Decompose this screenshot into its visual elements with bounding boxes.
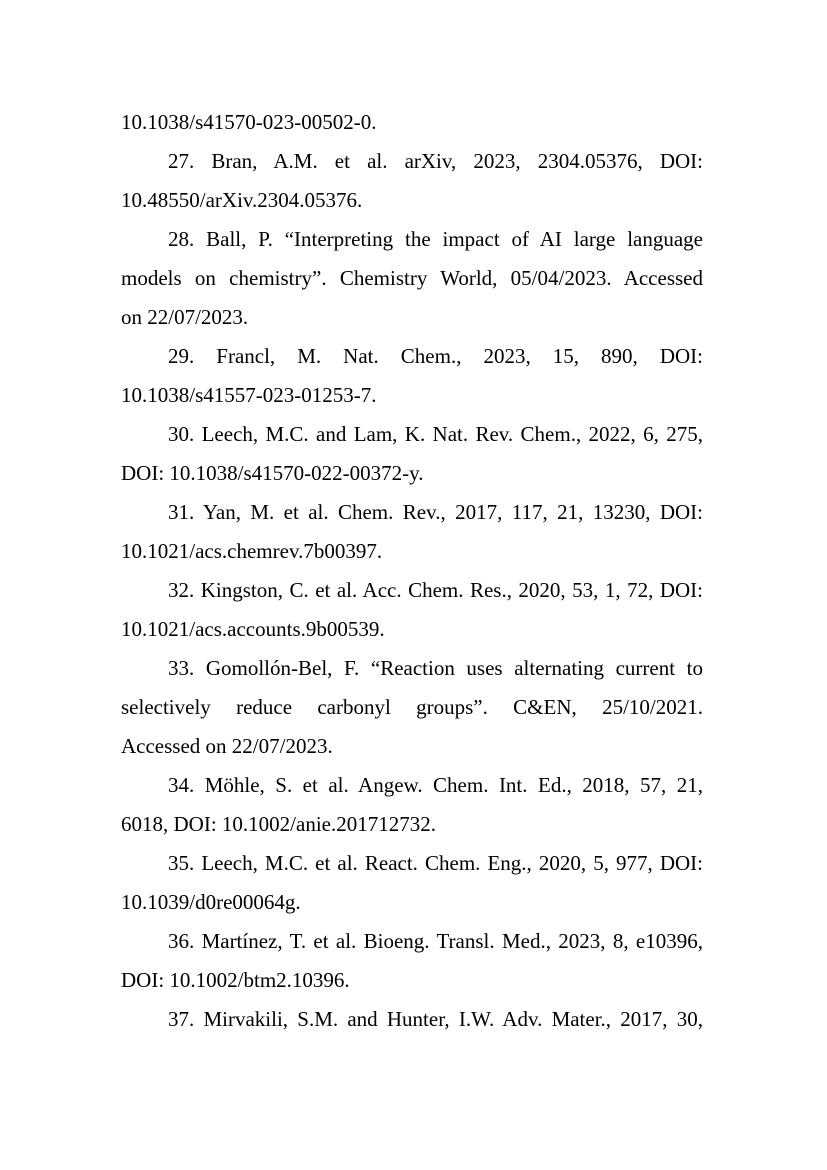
reference-line: 33. Gomollón-Bel, F. “Reaction uses alternating current to bbox=[168, 656, 703, 680]
reference-line: 29. Francl, M. Nat. Chem., 2023, 15, 890, DOI: bbox=[168, 344, 703, 368]
reference-line: DOI: 10.1002/btm2.10396. bbox=[121, 968, 350, 992]
reference-line: 34. Möhle, S. et al. Angew. Chem. Int. Ed., 2018, 57, 21, bbox=[168, 773, 703, 797]
reference-line: on 22/07/2023. bbox=[121, 305, 249, 329]
reference-line: 10.48550/arXiv.2304.05376. bbox=[121, 188, 363, 212]
reference-line: 27. Bran, A.M. et al. arXiv, 2023, 2304.05376, DOI: bbox=[168, 149, 703, 173]
reference-line: 30. Leech, M.C. and Lam, K. Nat. Rev. Chem., 2022, 6, 275, bbox=[168, 422, 703, 446]
reference-line: selectively reduce carbonyl groups”. C&EN, 25/10/2021. bbox=[121, 695, 703, 719]
reference-line: 10.1021/acs.chemrev.7b00397. bbox=[121, 539, 383, 563]
reference-line: 28. Ball, P. “Interpreting the impact of AI large language bbox=[168, 227, 703, 251]
reference-line: 37. Mirvakili, S.M. and Hunter, I.W. Adv. Mater., 2017, 30, bbox=[168, 1007, 703, 1031]
reference-line: Accessed on 22/07/2023. bbox=[121, 734, 333, 758]
reference-line: 36. Martínez, T. et al. Bioeng. Transl. Med., 2023, 8, e10396, bbox=[168, 929, 703, 953]
reference-line: 10.1021/acs.accounts.9b00539. bbox=[121, 617, 385, 641]
reference-line: 35. Leech, M.C. et al. React. Chem. Eng., 2020, 5, 977, DOI: bbox=[168, 851, 703, 875]
reference-line: 10.1038/s41557-023-01253-7. bbox=[121, 383, 377, 407]
reference-line: 6018, DOI: 10.1002/anie.201712732. bbox=[121, 812, 436, 836]
reference-line: 10.1039/d0re00064g. bbox=[121, 890, 301, 914]
reference-line: models on chemistry”. Chemistry World, 05/04/2023. Accessed bbox=[121, 266, 703, 290]
reference-line: DOI: 10.1038/s41570-022-00372-y. bbox=[121, 461, 424, 485]
reference-line: 10.1038/s41570-023-00502-0. bbox=[121, 110, 377, 134]
reference-line: 32. Kingston, C. et al. Acc. Chem. Res., 2020, 53, 1, 72, DOI: bbox=[168, 578, 703, 602]
reference-line: 31. Yan, M. et al. Chem. Rev., 2017, 117, 21, 13230, DOI: bbox=[168, 500, 703, 524]
